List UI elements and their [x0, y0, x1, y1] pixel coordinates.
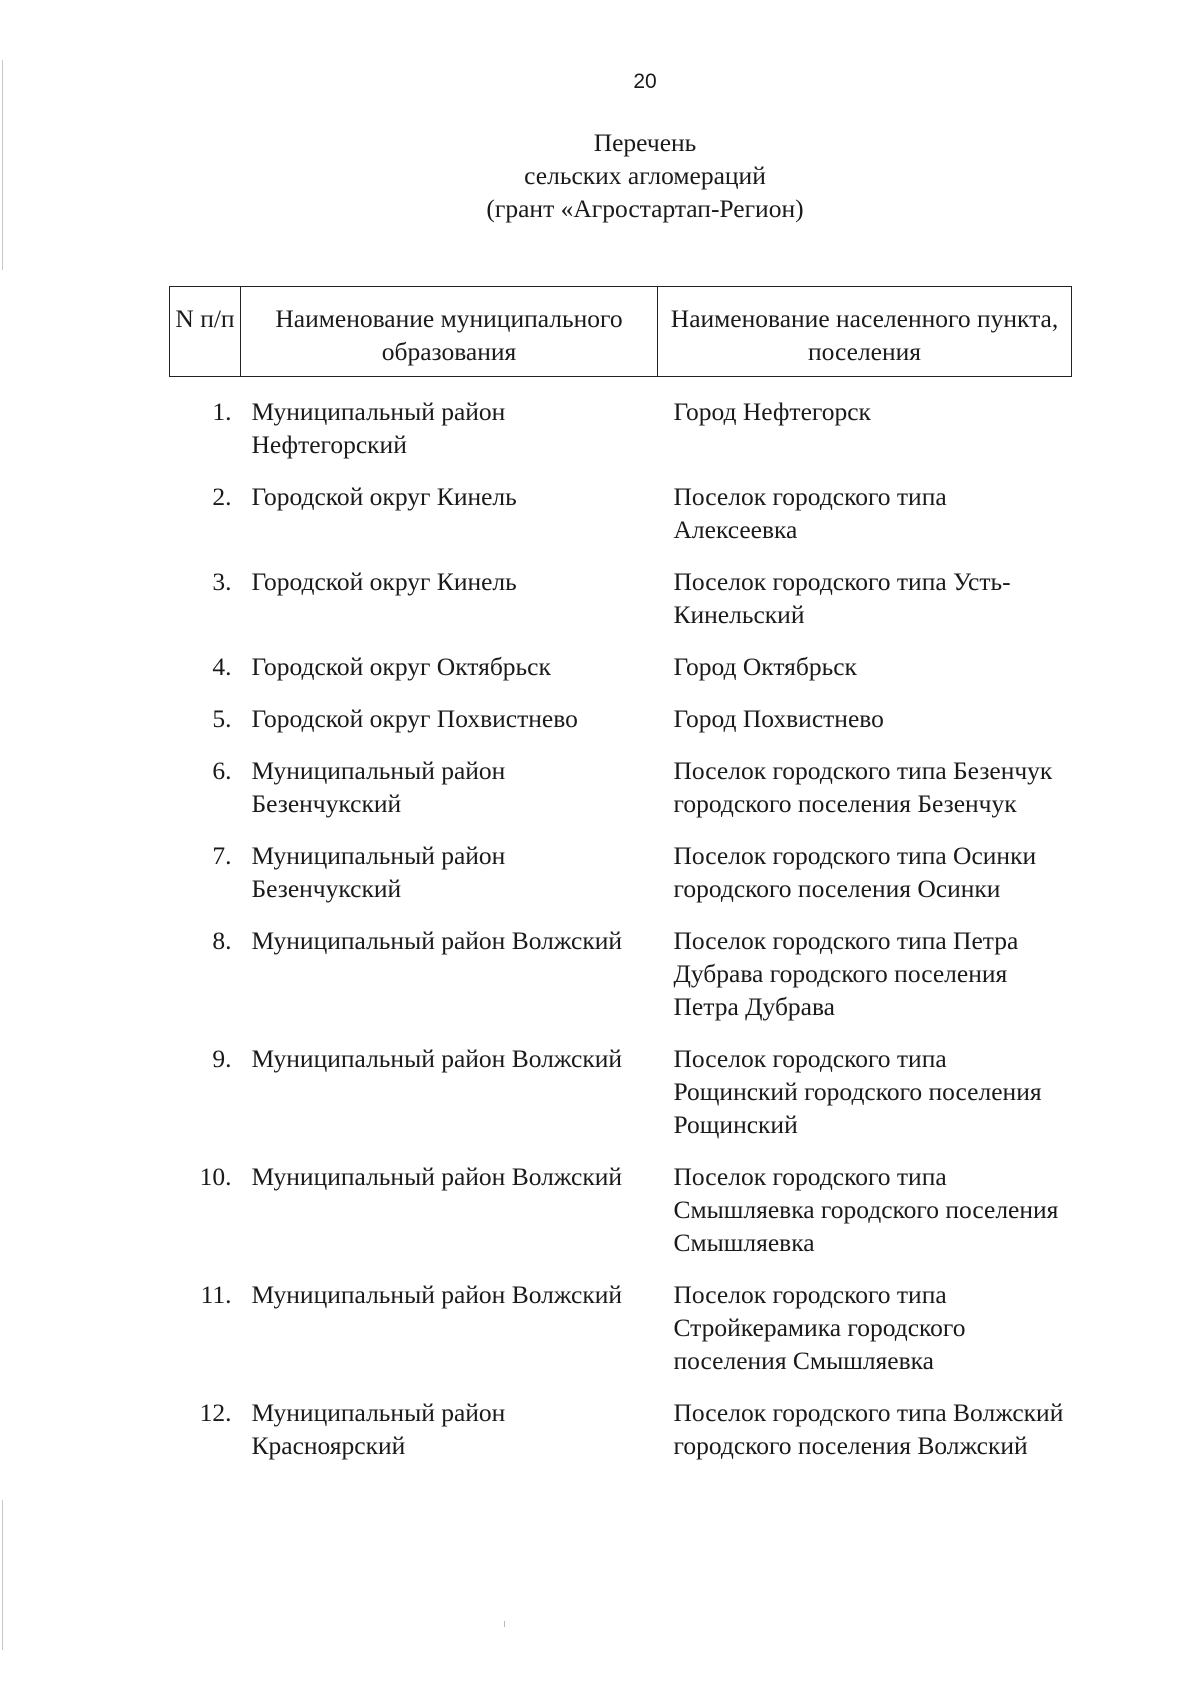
row-number: 10. — [199, 1162, 232, 1191]
table-row — [170, 839, 1072, 924]
row-locality — [658, 754, 1072, 839]
row-number: 7. — [212, 841, 232, 870]
cell-text: Поселок городского типа Петра Дубрава городского поселения Петра Дубрава — [673, 926, 1019, 1021]
row-municipality — [241, 1396, 658, 1481]
table-row — [170, 1278, 1072, 1396]
cell-text: Поселок городского типа Алексеевка — [673, 482, 947, 544]
table-row — [170, 702, 1072, 754]
cell-text: Город Октябрьск — [673, 652, 857, 681]
row-number: 1. — [212, 397, 232, 426]
row-municipality — [241, 1042, 658, 1160]
agglomerations-table — [169, 286, 1072, 1481]
table-row — [170, 754, 1072, 839]
cell-text: Муниципальный район Безенчукский — [251, 841, 506, 903]
scan-edge-line — [2, 1500, 3, 1650]
table-row — [170, 924, 1072, 1042]
row-locality — [658, 924, 1072, 1042]
cell-text: Городской округ Октябрьск — [251, 652, 551, 681]
row-locality — [658, 839, 1072, 924]
row-number: 11. — [200, 1280, 232, 1309]
row-municipality — [241, 480, 658, 565]
row-municipality — [241, 1278, 658, 1396]
row-municipality — [241, 377, 658, 481]
cell-text: Поселок городского типа Осинки городского поселения Осинки — [673, 841, 1037, 903]
row-locality — [658, 1396, 1072, 1481]
cell-text: Муниципальный район Красноярский — [251, 1398, 506, 1460]
row-number: 12. — [199, 1398, 232, 1427]
row-number: 5. — [212, 704, 232, 733]
title-line-1: Перечень — [593, 128, 697, 157]
row-locality — [658, 702, 1072, 754]
row-municipality — [241, 650, 658, 702]
row-number: 4. — [212, 652, 232, 681]
row-locality — [658, 1160, 1072, 1278]
row-locality — [658, 1042, 1072, 1160]
table-row — [170, 1042, 1072, 1160]
cell-text: Поселок городского типа Усть-Кинельский — [673, 567, 1011, 629]
row-municipality — [241, 839, 658, 924]
row-locality — [658, 377, 1072, 481]
cell-text: Поселок городского типа Смышляевка городского поселения Смышляевка — [673, 1162, 1059, 1257]
title-line-3: (грант «Агростартап-Регион) — [486, 194, 804, 223]
cell-text: Муниципальный район Волжский — [251, 1162, 623, 1191]
cell-text: Поселок городского типа Стройкерамика городского поселения Смышляевка — [673, 1280, 966, 1375]
cell-text: Городской округ Кинель — [251, 482, 517, 511]
cell-text: Муниципальный район Волжский — [251, 926, 623, 955]
row-locality — [658, 650, 1072, 702]
document-title — [0, 126, 1200, 225]
cell-text: Поселок городского типа Рощинский городского поселения Рощинский — [673, 1044, 1042, 1139]
table-row — [170, 650, 1072, 702]
header-locality: Наименование населенного пункта, поселения — [658, 287, 1072, 377]
row-municipality — [241, 754, 658, 839]
scan-artifact — [504, 1621, 505, 1627]
cell-text: Муниципальный район Безенчукский — [251, 756, 506, 818]
row-number: 8. — [212, 926, 232, 955]
header-number: N п/п — [170, 287, 241, 377]
row-municipality — [241, 702, 658, 754]
header-municipality: Наименование муниципального образования — [241, 287, 658, 377]
row-municipality — [241, 1160, 658, 1278]
cell-text: Поселок городского типа Волжский городского поселения Волжский — [673, 1398, 1064, 1460]
table-row — [170, 1160, 1072, 1278]
title-line-2: сельских агломераций — [524, 161, 766, 190]
row-locality — [658, 1278, 1072, 1396]
cell-text: Муниципальный район Нефтегорский — [251, 397, 506, 459]
row-number: 6. — [212, 756, 232, 785]
table-row — [170, 565, 1072, 650]
row-municipality — [241, 565, 658, 650]
table-row — [170, 480, 1072, 565]
row-number: 3. — [212, 567, 232, 596]
table-row — [170, 377, 1072, 481]
cell-text: Муниципальный район Волжский — [251, 1044, 623, 1073]
row-number: 2. — [212, 482, 232, 511]
cell-text: Поселок городского типа Безенчук городского поселения Безенчук — [673, 756, 1053, 818]
cell-text: Город Похвистнево — [673, 704, 884, 733]
row-locality — [658, 480, 1072, 565]
row-locality — [658, 565, 1072, 650]
cell-text: Муниципальный район Волжский — [251, 1280, 623, 1309]
cell-text: Городской округ Кинель — [251, 567, 517, 596]
table-header-row — [170, 287, 1072, 377]
row-number: 9. — [212, 1044, 232, 1073]
table-row — [170, 1396, 1072, 1481]
cell-text: Город Нефтегорск — [673, 397, 871, 426]
row-municipality — [241, 924, 658, 1042]
cell-text: Городской округ Похвистнево — [251, 704, 578, 733]
page-number: 20 — [633, 70, 657, 93]
